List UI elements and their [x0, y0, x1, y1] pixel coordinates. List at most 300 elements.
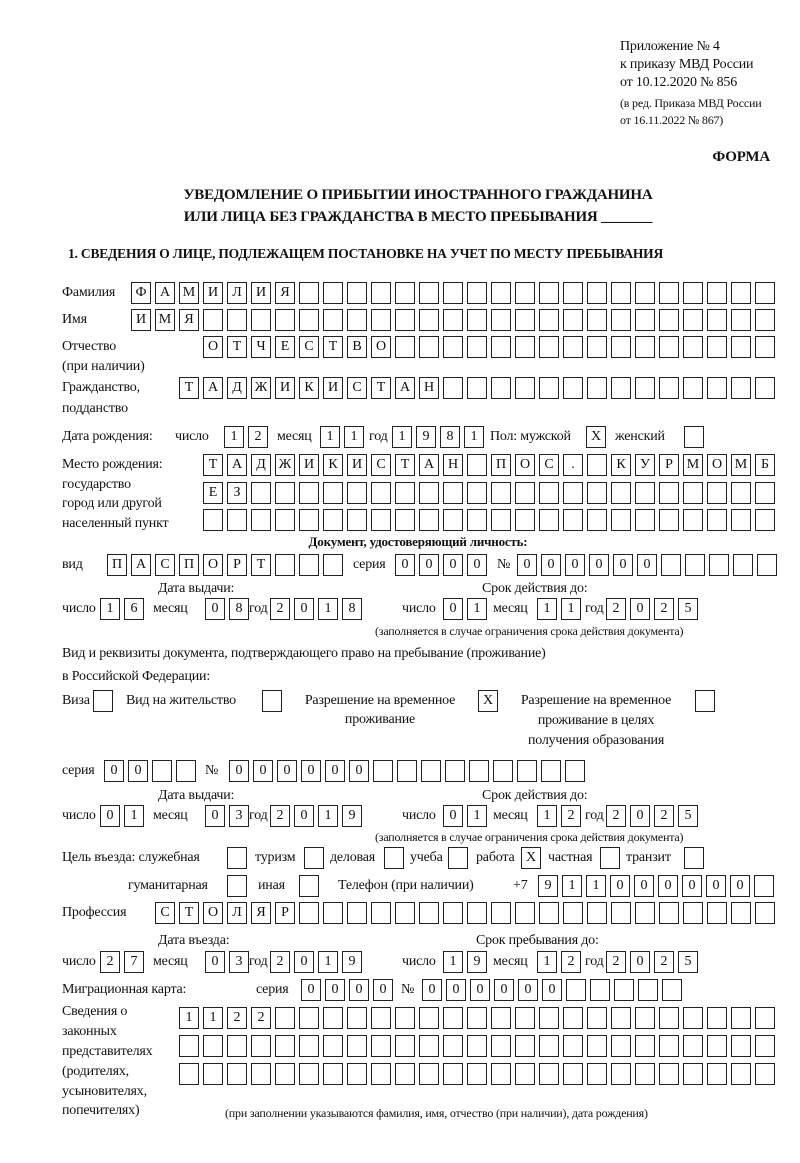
char-cell[interactable]: [323, 509, 343, 531]
char-cell[interactable]: [467, 377, 487, 399]
char-cell[interactable]: 0: [443, 805, 463, 827]
char-cell[interactable]: С: [155, 902, 175, 924]
char-cell[interactable]: 1: [318, 805, 338, 827]
char-cell[interactable]: [659, 1035, 679, 1057]
char-cell[interactable]: [755, 509, 775, 531]
birthplace-field[interactable]: [203, 482, 775, 504]
char-cell[interactable]: 0: [634, 875, 654, 897]
char-cell[interactable]: [755, 1063, 775, 1085]
char-cell[interactable]: [563, 509, 583, 531]
char-cell[interactable]: [587, 282, 607, 304]
char-cell[interactable]: [539, 309, 559, 331]
char-cell[interactable]: 0: [541, 554, 561, 576]
char-cell[interactable]: [299, 1007, 319, 1029]
char-cell[interactable]: Ж: [251, 377, 271, 399]
char-cell[interactable]: 1: [392, 426, 412, 448]
char-cell[interactable]: С: [299, 336, 319, 358]
char-cell[interactable]: 2: [654, 951, 674, 973]
char-cell[interactable]: 2: [561, 951, 581, 973]
char-cell[interactable]: [347, 282, 367, 304]
char-cell[interactable]: [491, 482, 511, 504]
char-cell[interactable]: [323, 902, 343, 924]
char-cell[interactable]: 0: [422, 979, 442, 1001]
char-cell[interactable]: 0: [301, 760, 321, 782]
char-cell[interactable]: [587, 1035, 607, 1057]
char-cell[interactable]: [515, 282, 535, 304]
patronymic-field[interactable]: [203, 336, 775, 358]
char-cell[interactable]: [683, 509, 703, 531]
char-cell[interactable]: 0: [637, 554, 657, 576]
char-cell[interactable]: [659, 902, 679, 924]
char-cell[interactable]: [539, 482, 559, 504]
char-cell[interactable]: М: [683, 454, 703, 476]
char-cell[interactable]: Н: [443, 454, 463, 476]
char-cell[interactable]: [755, 377, 775, 399]
valid-month-field[interactable]: [537, 805, 581, 827]
char-cell[interactable]: [443, 336, 463, 358]
char-cell[interactable]: 1: [318, 598, 338, 620]
char-cell[interactable]: [299, 509, 319, 531]
representatives-field[interactable]: [179, 1063, 775, 1085]
char-cell[interactable]: И: [275, 377, 295, 399]
char-cell[interactable]: [587, 336, 607, 358]
migration-number-field[interactable]: [422, 979, 682, 1001]
char-cell[interactable]: [304, 847, 324, 869]
char-cell[interactable]: 0: [301, 979, 321, 1001]
char-cell[interactable]: [611, 902, 631, 924]
char-cell[interactable]: [299, 875, 319, 897]
char-cell[interactable]: [587, 1007, 607, 1029]
char-cell[interactable]: О: [515, 454, 535, 476]
char-cell[interactable]: [695, 690, 715, 712]
char-cell[interactable]: 1: [562, 875, 582, 897]
char-cell[interactable]: 2: [270, 805, 290, 827]
char-cell[interactable]: [707, 902, 727, 924]
char-cell[interactable]: 0: [100, 805, 120, 827]
char-cell[interactable]: [299, 1063, 319, 1085]
char-cell[interactable]: 1: [537, 805, 557, 827]
char-cell[interactable]: 2: [270, 598, 290, 620]
char-cell[interactable]: 2: [654, 805, 674, 827]
char-cell[interactable]: [707, 1035, 727, 1057]
valid-day-field[interactable]: [443, 805, 487, 827]
char-cell[interactable]: [539, 509, 559, 531]
char-cell[interactable]: 0: [518, 979, 538, 1001]
char-cell[interactable]: [397, 760, 417, 782]
char-cell[interactable]: [515, 902, 535, 924]
char-cell[interactable]: 0: [205, 805, 225, 827]
char-cell[interactable]: Я: [179, 309, 199, 331]
char-cell[interactable]: [443, 377, 463, 399]
purpose-transit-checkbox[interactable]: [684, 847, 704, 869]
char-cell[interactable]: [659, 482, 679, 504]
char-cell[interactable]: [587, 454, 607, 476]
char-cell[interactable]: 0: [630, 951, 650, 973]
char-cell[interactable]: [659, 377, 679, 399]
char-cell[interactable]: [347, 1035, 367, 1057]
sex-female-checkbox[interactable]: [684, 426, 704, 448]
char-cell[interactable]: [587, 509, 607, 531]
char-cell[interactable]: М: [179, 282, 199, 304]
char-cell[interactable]: [539, 282, 559, 304]
char-cell[interactable]: Н: [419, 377, 439, 399]
char-cell[interactable]: [600, 847, 620, 869]
char-cell[interactable]: Ж: [275, 454, 295, 476]
purpose-business-checkbox[interactable]: [384, 847, 404, 869]
char-cell[interactable]: [515, 1063, 535, 1085]
char-cell[interactable]: [395, 1035, 415, 1057]
char-cell[interactable]: [491, 336, 511, 358]
surname-field[interactable]: [131, 282, 775, 304]
char-cell[interactable]: И: [203, 282, 223, 304]
char-cell[interactable]: Б: [755, 454, 775, 476]
migration-series-field[interactable]: [301, 979, 393, 1001]
char-cell[interactable]: [563, 309, 583, 331]
purpose-private-checkbox[interactable]: [600, 847, 620, 869]
issue-month-field[interactable]: [205, 805, 249, 827]
char-cell[interactable]: С: [371, 454, 391, 476]
char-cell[interactable]: Я: [275, 282, 295, 304]
issue-year-field[interactable]: [270, 598, 362, 620]
profession-field[interactable]: [155, 902, 775, 924]
char-cell[interactable]: О: [707, 454, 727, 476]
char-cell[interactable]: 2: [227, 1007, 247, 1029]
char-cell[interactable]: А: [155, 282, 175, 304]
char-cell[interactable]: [347, 309, 367, 331]
char-cell[interactable]: [684, 426, 704, 448]
char-cell[interactable]: [707, 509, 727, 531]
char-cell[interactable]: 9: [416, 426, 436, 448]
char-cell[interactable]: [443, 1063, 463, 1085]
char-cell[interactable]: [323, 1063, 343, 1085]
char-cell[interactable]: Д: [227, 377, 247, 399]
char-cell[interactable]: [467, 309, 487, 331]
char-cell[interactable]: Л: [227, 902, 247, 924]
char-cell[interactable]: [684, 847, 704, 869]
char-cell[interactable]: [323, 1035, 343, 1057]
name-field[interactable]: [131, 309, 775, 331]
char-cell[interactable]: 3: [229, 951, 249, 973]
temp-residence-education-checkbox[interactable]: [695, 690, 715, 712]
representatives-field[interactable]: [179, 1007, 775, 1029]
char-cell[interactable]: [638, 979, 658, 1001]
char-cell[interactable]: [563, 282, 583, 304]
char-cell[interactable]: Л: [227, 282, 247, 304]
char-cell[interactable]: [707, 336, 727, 358]
char-cell[interactable]: [275, 1063, 295, 1085]
char-cell[interactable]: [635, 309, 655, 331]
char-cell[interactable]: [659, 309, 679, 331]
char-cell[interactable]: 2: [251, 1007, 271, 1029]
char-cell[interactable]: [227, 847, 247, 869]
char-cell[interactable]: 2: [248, 426, 268, 448]
char-cell[interactable]: [203, 509, 223, 531]
char-cell[interactable]: 0: [658, 875, 678, 897]
char-cell[interactable]: [491, 282, 511, 304]
char-cell[interactable]: А: [203, 377, 223, 399]
char-cell[interactable]: [203, 309, 223, 331]
char-cell[interactable]: 0: [104, 760, 124, 782]
purpose-work-checkbox[interactable]: [521, 847, 541, 869]
doc-series-field[interactable]: [395, 554, 487, 576]
char-cell[interactable]: 0: [373, 979, 393, 1001]
char-cell[interactable]: [251, 1063, 271, 1085]
char-cell[interactable]: 0: [730, 875, 750, 897]
char-cell[interactable]: 0: [277, 760, 297, 782]
char-cell[interactable]: 0: [443, 554, 463, 576]
char-cell[interactable]: 1: [124, 805, 144, 827]
char-cell[interactable]: 1: [586, 875, 606, 897]
char-cell[interactable]: 5: [678, 805, 698, 827]
char-cell[interactable]: [469, 760, 489, 782]
char-cell[interactable]: Ф: [131, 282, 151, 304]
char-cell[interactable]: [754, 875, 774, 897]
char-cell[interactable]: Е: [275, 336, 295, 358]
char-cell[interactable]: [467, 1007, 487, 1029]
char-cell[interactable]: 2: [606, 951, 626, 973]
char-cell[interactable]: [611, 309, 631, 331]
char-cell[interactable]: [662, 979, 682, 1001]
issue-day-field[interactable]: [100, 598, 144, 620]
char-cell[interactable]: [563, 377, 583, 399]
char-cell[interactable]: [731, 1035, 751, 1057]
char-cell[interactable]: [251, 509, 271, 531]
char-cell[interactable]: [635, 1007, 655, 1029]
issue-year-field[interactable]: [270, 805, 362, 827]
char-cell[interactable]: [371, 282, 391, 304]
char-cell[interactable]: 1: [100, 598, 120, 620]
char-cell[interactable]: 0: [253, 760, 273, 782]
char-cell[interactable]: [395, 509, 415, 531]
char-cell[interactable]: З: [227, 482, 247, 504]
char-cell[interactable]: [491, 509, 511, 531]
char-cell[interactable]: Р: [275, 902, 295, 924]
char-cell[interactable]: [683, 482, 703, 504]
char-cell[interactable]: [659, 282, 679, 304]
char-cell[interactable]: С: [155, 554, 175, 576]
char-cell[interactable]: [515, 309, 535, 331]
char-cell[interactable]: [491, 1063, 511, 1085]
char-cell[interactable]: Т: [179, 902, 199, 924]
char-cell[interactable]: Р: [659, 454, 679, 476]
char-cell[interactable]: [587, 482, 607, 504]
char-cell[interactable]: [419, 282, 439, 304]
char-cell[interactable]: [515, 1007, 535, 1029]
char-cell[interactable]: О: [203, 554, 223, 576]
char-cell[interactable]: [659, 336, 679, 358]
char-cell[interactable]: [179, 1035, 199, 1057]
char-cell[interactable]: 0: [325, 979, 345, 1001]
char-cell[interactable]: [419, 1007, 439, 1029]
temp-residence-checkbox[interactable]: [478, 690, 498, 712]
char-cell[interactable]: [347, 1063, 367, 1085]
char-cell[interactable]: [323, 482, 343, 504]
char-cell[interactable]: 2: [100, 951, 120, 973]
char-cell[interactable]: [443, 902, 463, 924]
char-cell[interactable]: Т: [371, 377, 391, 399]
char-cell[interactable]: А: [419, 454, 439, 476]
char-cell[interactable]: [299, 1035, 319, 1057]
char-cell[interactable]: 9: [342, 805, 362, 827]
char-cell[interactable]: [443, 482, 463, 504]
char-cell[interactable]: [731, 509, 751, 531]
char-cell[interactable]: 0: [446, 979, 466, 1001]
char-cell[interactable]: П: [491, 454, 511, 476]
char-cell[interactable]: [515, 509, 535, 531]
char-cell[interactable]: Т: [323, 336, 343, 358]
char-cell[interactable]: 1: [467, 805, 487, 827]
char-cell[interactable]: 0: [205, 951, 225, 973]
char-cell[interactable]: [275, 1007, 295, 1029]
entry-day-field[interactable]: [100, 951, 144, 973]
char-cell[interactable]: 0: [349, 979, 369, 1001]
char-cell[interactable]: [563, 1007, 583, 1029]
char-cell[interactable]: [587, 902, 607, 924]
char-cell[interactable]: [635, 902, 655, 924]
birth-month-field[interactable]: [320, 426, 364, 448]
char-cell[interactable]: [755, 1007, 775, 1029]
char-cell[interactable]: [614, 979, 634, 1001]
char-cell[interactable]: Т: [251, 554, 271, 576]
char-cell[interactable]: П: [179, 554, 199, 576]
char-cell[interactable]: А: [395, 377, 415, 399]
char-cell[interactable]: 0: [294, 805, 314, 827]
char-cell[interactable]: 1: [537, 598, 557, 620]
char-cell[interactable]: [395, 902, 415, 924]
char-cell[interactable]: [467, 454, 487, 476]
issue-day-field[interactable]: [100, 805, 144, 827]
char-cell[interactable]: [227, 875, 247, 897]
char-cell[interactable]: [371, 902, 391, 924]
visa-checkbox[interactable]: [93, 690, 113, 712]
char-cell[interactable]: [371, 1007, 391, 1029]
char-cell[interactable]: [179, 1063, 199, 1085]
char-cell[interactable]: .: [563, 454, 583, 476]
stay-month-field[interactable]: [537, 951, 581, 973]
char-cell[interactable]: [755, 282, 775, 304]
char-cell[interactable]: 1: [467, 598, 487, 620]
char-cell[interactable]: [467, 1063, 487, 1085]
char-cell[interactable]: 9: [467, 951, 487, 973]
char-cell[interactable]: [347, 1007, 367, 1029]
purpose-official-checkbox[interactable]: [227, 847, 247, 869]
char-cell[interactable]: И: [131, 309, 151, 331]
sex-male-checkbox[interactable]: [586, 426, 606, 448]
char-cell[interactable]: 0: [630, 598, 650, 620]
char-cell[interactable]: [661, 554, 681, 576]
residence-series-field[interactable]: [104, 760, 196, 782]
char-cell[interactable]: [347, 902, 367, 924]
char-cell[interactable]: [323, 309, 343, 331]
purpose-humanitarian-checkbox[interactable]: [227, 875, 247, 897]
birthplace-field[interactable]: [203, 454, 775, 476]
char-cell[interactable]: И: [323, 377, 343, 399]
char-cell[interactable]: [203, 1063, 223, 1085]
char-cell[interactable]: [467, 1035, 487, 1057]
char-cell[interactable]: 2: [606, 598, 626, 620]
char-cell[interactable]: [371, 509, 391, 531]
char-cell[interactable]: [635, 336, 655, 358]
birthplace-field[interactable]: [203, 509, 775, 531]
char-cell[interactable]: [539, 336, 559, 358]
char-cell[interactable]: X: [521, 847, 541, 869]
char-cell[interactable]: [227, 1063, 247, 1085]
char-cell[interactable]: [733, 554, 753, 576]
char-cell[interactable]: [275, 1035, 295, 1057]
char-cell[interactable]: [323, 282, 343, 304]
citizenship-field[interactable]: [179, 377, 775, 399]
char-cell[interactable]: [707, 282, 727, 304]
char-cell[interactable]: [384, 847, 404, 869]
char-cell[interactable]: [731, 482, 751, 504]
char-cell[interactable]: [371, 1063, 391, 1085]
char-cell[interactable]: [707, 1007, 727, 1029]
char-cell[interactable]: 5: [678, 598, 698, 620]
char-cell[interactable]: 1: [464, 426, 484, 448]
char-cell[interactable]: [419, 1063, 439, 1085]
char-cell[interactable]: [371, 482, 391, 504]
char-cell[interactable]: [635, 377, 655, 399]
char-cell[interactable]: 8: [440, 426, 460, 448]
char-cell[interactable]: [563, 1063, 583, 1085]
char-cell[interactable]: [371, 309, 391, 331]
char-cell[interactable]: [611, 1063, 631, 1085]
char-cell[interactable]: 0: [613, 554, 633, 576]
char-cell[interactable]: [515, 377, 535, 399]
char-cell[interactable]: [517, 760, 537, 782]
char-cell[interactable]: 0: [325, 760, 345, 782]
char-cell[interactable]: [347, 509, 367, 531]
residence-number-field[interactable]: [229, 760, 585, 782]
char-cell[interactable]: [755, 336, 775, 358]
char-cell[interactable]: [467, 509, 487, 531]
char-cell[interactable]: [755, 309, 775, 331]
char-cell[interactable]: [611, 377, 631, 399]
char-cell[interactable]: [635, 1063, 655, 1085]
char-cell[interactable]: [419, 1035, 439, 1057]
char-cell[interactable]: [611, 1035, 631, 1057]
char-cell[interactable]: 0: [349, 760, 369, 782]
char-cell[interactable]: [563, 902, 583, 924]
char-cell[interactable]: [371, 1035, 391, 1057]
char-cell[interactable]: [299, 902, 319, 924]
char-cell[interactable]: А: [227, 454, 247, 476]
char-cell[interactable]: 0: [630, 805, 650, 827]
char-cell[interactable]: О: [203, 902, 223, 924]
char-cell[interactable]: 0: [294, 951, 314, 973]
char-cell[interactable]: 0: [542, 979, 562, 1001]
char-cell[interactable]: [467, 336, 487, 358]
char-cell[interactable]: [491, 1035, 511, 1057]
char-cell[interactable]: [709, 554, 729, 576]
char-cell[interactable]: [611, 336, 631, 358]
char-cell[interactable]: 1: [344, 426, 364, 448]
char-cell[interactable]: 0: [706, 875, 726, 897]
char-cell[interactable]: 0: [565, 554, 585, 576]
char-cell[interactable]: [587, 309, 607, 331]
char-cell[interactable]: Р: [227, 554, 247, 576]
char-cell[interactable]: [757, 554, 777, 576]
char-cell[interactable]: [707, 482, 727, 504]
char-cell[interactable]: [683, 1007, 703, 1029]
char-cell[interactable]: [395, 309, 415, 331]
char-cell[interactable]: 0: [395, 554, 415, 576]
char-cell[interactable]: [419, 336, 439, 358]
char-cell[interactable]: [443, 282, 463, 304]
char-cell[interactable]: [611, 482, 631, 504]
char-cell[interactable]: [467, 282, 487, 304]
doc-number-field[interactable]: [517, 554, 777, 576]
